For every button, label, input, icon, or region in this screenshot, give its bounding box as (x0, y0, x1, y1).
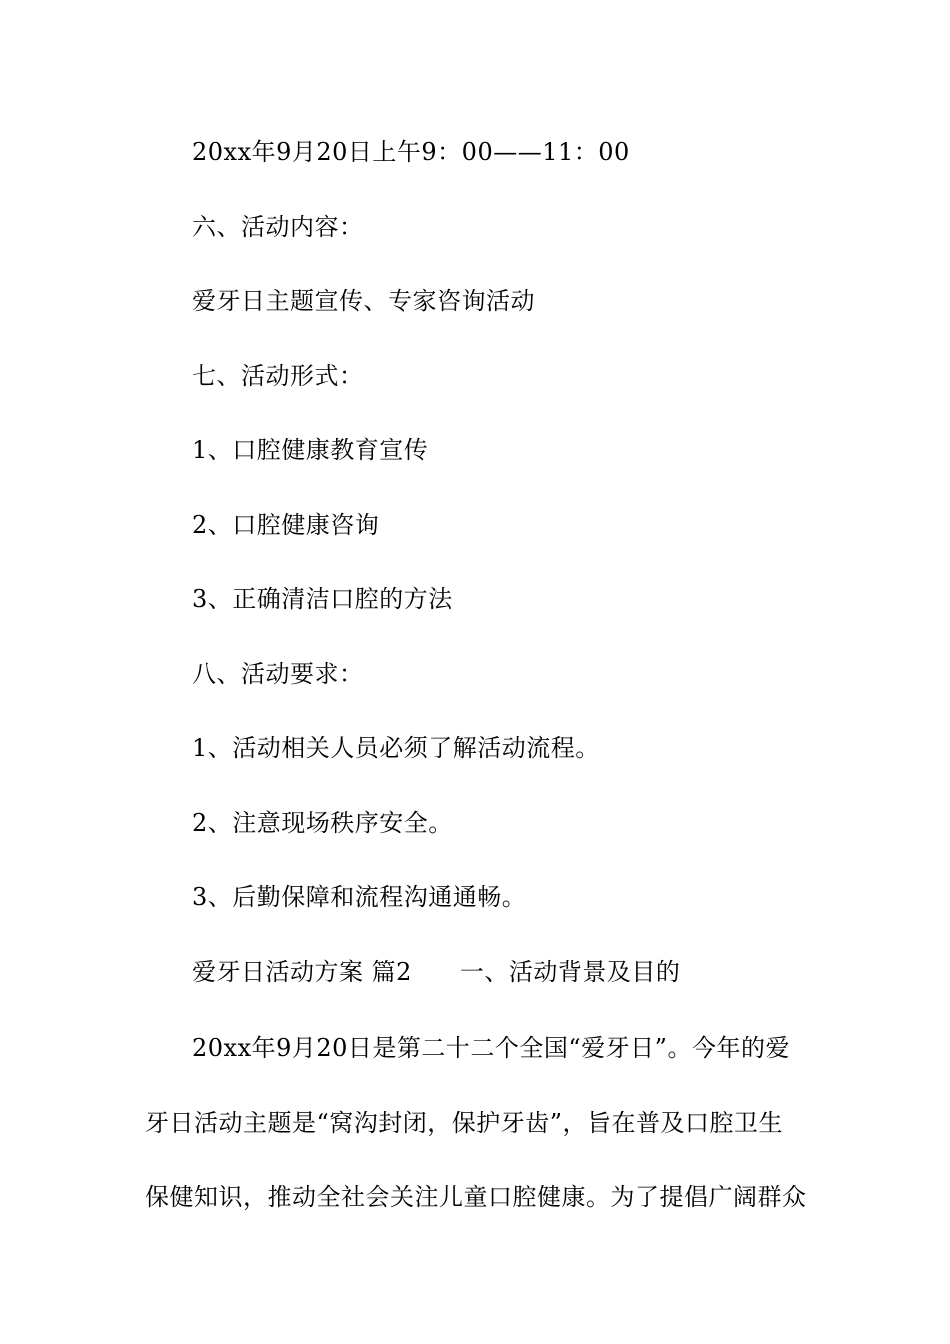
activity-content-text: 爱牙日主题宣传、专家咨询活动 (192, 287, 535, 315)
section-title-line (192, 957, 680, 987)
paragraph-line-1: 20xx年9月20日是第二十二个全国“爱牙日”。今年的爱 (192, 1034, 790, 1062)
paragraph-line-2: 牙日活动主题是“窝沟封闭，保护牙齿”，旨在普及口腔卫生 (145, 1109, 784, 1137)
heading-activity-content: 六、活动内容： (192, 213, 364, 241)
section-first-heading: 一、活动背景及目的 (459, 958, 681, 986)
section-title: 爱牙日活动方案 篇2 (192, 958, 412, 986)
form-item-3: 3、正确清洁口腔的方法 (192, 585, 453, 613)
form-item-2: 2、口腔健康咨询 (192, 511, 380, 539)
requirement-item-2: 2、注意现场秩序安全。 (192, 809, 453, 837)
paragraph-line-3: 保健知识，推动全社会关注儿童口腔健康。为了提倡广阔群众 (145, 1183, 807, 1211)
form-item-1: 1、口腔健康教育宣传 (192, 436, 429, 464)
requirement-item-3: 3、后勤保障和流程沟通通畅。 (192, 883, 527, 911)
heading-activity-requirements: 八、活动要求： (192, 660, 364, 688)
heading-activity-form: 七、活动形式： (192, 362, 364, 390)
requirement-item-1: 1、活动相关人员必须了解活动流程。 (192, 734, 600, 762)
event-time-line: 20xx年9月20日上午9：00——11：00 (192, 138, 630, 166)
